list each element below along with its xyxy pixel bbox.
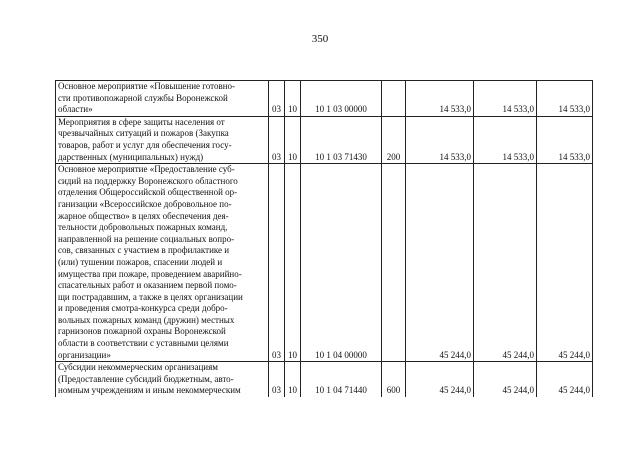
name-line: чрезвычайных ситуаций и пожаров (Закупка [58,128,229,139]
name-line: щи пострадавшим, а также в целях организации [58,291,243,302]
csr-cell: 10 1 03 71430 [301,116,382,163]
rz-cell: 03 [269,362,285,397]
amount-2-cell: 14 533,0 [474,81,537,117]
name-line: ганизации «Всероссийское добровольное по- [58,198,232,209]
name-line: сти противопожарной службы Воронежской [58,92,228,103]
rz-cell: 03 [269,164,285,362]
page-number: 350 [311,33,329,45]
amount-1-cell: 45 244,0 [406,362,474,397]
row-name-cell [56,164,269,362]
pr-cell: 10 [285,81,301,117]
vr-cell [382,164,406,362]
name-line: имущества при пожаре, проведением аварийно- [58,268,242,279]
name-line: товаров, работ и услуг для обеспечения госу- [58,139,232,150]
table-row [56,116,593,163]
pr-cell: 10 [285,362,301,397]
name-line: отделения Общероссийской общественной ор- [58,187,238,198]
name-line: Основное мероприятие «Повышение готовно- [58,81,236,91]
amount-1-cell: 45 244,0 [406,164,474,362]
amount-2-cell: 14 533,0 [474,116,537,163]
budget-table [55,80,593,397]
name-line: спасательных работ и оказанием первой помо- [58,280,237,291]
csr-cell: 10 1 04 00000 [301,164,382,362]
row-name-cell [56,81,269,117]
name-line: (или) тушении пожаров, спасении людей и [58,256,223,267]
name-line: Субсидии некоммерческим организациям [58,362,218,373]
row-name-cell [56,362,269,397]
amount-3-cell: 45 244,0 [537,164,593,362]
name-line: жарное общество» в целях обеспечения дея- [58,210,229,221]
name-line: номным учреждениям и иным некоммерческим [58,385,241,396]
name-line: организации» [58,349,111,360]
name-line: Мероприятия в сфере защиты населения от [58,116,225,127]
name-line: вольных пожарных команд (дружин) местных [58,314,235,325]
csr-cell: 10 1 04 71440 [301,362,382,397]
amount-3-cell: 14 533,0 [537,116,593,163]
amount-1-cell: 14 533,0 [406,116,474,163]
table-row [56,362,593,397]
name-line: гарнизонов пожарной охраны Воронежской [58,326,226,337]
pr-cell: 10 [285,164,301,362]
vr-cell: 600 [382,362,406,397]
name-line: области» [58,104,93,115]
csr-cell: 10 1 03 00000 [301,81,382,117]
name-line: и проведения смотра-конкурса среди добро- [58,303,228,314]
amount-2-cell: 45 244,0 [474,164,537,362]
name-line: Основное мероприятие «Предоставление суб- [58,164,235,175]
name-line: тельности добровольных пожарных команд, [58,222,228,233]
name-line: сов, связанных с участием в профилактике и [58,245,230,256]
name-line: дарственных (муниципальных) нужд) [58,151,204,162]
name-line: сидий на поддержку Воронежского областного [58,175,238,186]
name-line: направленной на решение социальных вопро- [58,233,235,244]
rz-cell: 03 [269,116,285,163]
amount-1-cell: 14 533,0 [406,81,474,117]
name-line: области в соответствии с уставными целями [58,338,229,349]
pr-cell: 10 [285,116,301,163]
table-row [56,81,593,117]
name-line: (Предоставление субсидий бюджетным, авто- [58,373,234,384]
amount-3-cell: 45 244,0 [537,362,593,397]
amount-2-cell: 45 244,0 [474,362,537,397]
row-name-cell [56,116,269,163]
amount-3-cell: 14 533,0 [537,81,593,117]
table-row [56,164,593,362]
rz-cell: 03 [269,81,285,117]
vr-cell: 200 [382,116,406,163]
vr-cell [382,81,406,117]
